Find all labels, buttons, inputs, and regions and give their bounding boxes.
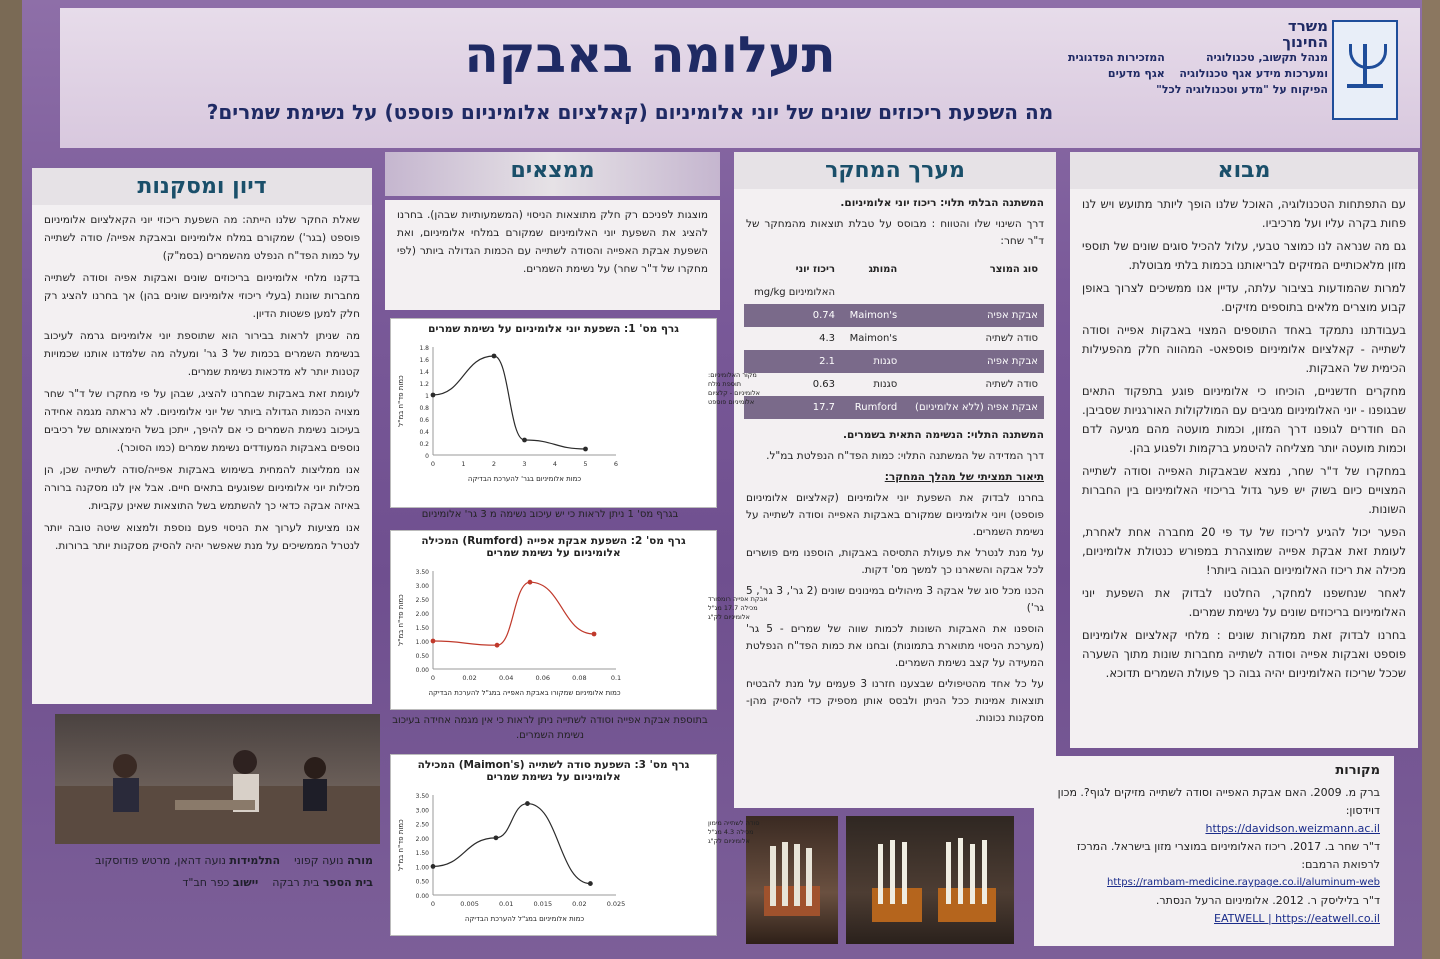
chart-2 <box>390 530 768 710</box>
y-tick-label: 0.50 <box>415 653 429 660</box>
findings-heading: ממצאים <box>510 158 595 183</box>
ministry-line-4: ומערכות מידע אגף טכנולוגיה <box>1179 67 1328 80</box>
discussion-heading: דיון ומסקנות <box>32 168 372 205</box>
independent-variable: המשתנה הבלתי תלוי: ריכוז יוני אלומיניום. <box>840 197 1044 209</box>
school-name: בית רבקה <box>272 876 320 889</box>
x-tick-label: 6 <box>613 460 619 468</box>
experiment-photo-1 <box>746 816 838 944</box>
poster-title: תעלומה באבקה <box>464 26 836 84</box>
y-tick-label: 0.8 <box>419 405 429 412</box>
x-axis-label: כמות אלומיניום שמקורו באבקת האפייה במג"ל להערכת הבדיקה <box>428 689 621 697</box>
references-heading: מקורות <box>1335 763 1380 778</box>
reference-link[interactable]: https://rambam-medicine.raypage.co.il/aluminum-web <box>1107 877 1380 888</box>
x-axis-label: כמות אלומיניום במג"ל להערכת הבדיקה <box>464 915 585 923</box>
aluminum-table <box>744 258 1044 419</box>
intro-paragraph: הפער יכול להגיע לריכוז של עד פי 20 מחברה אחת לאחרת, לעומת זאת אבקת אפייה שמוצהרת במפורש כנטולת אלומיניום, מכילה את ריכוז האלומיניום הגבוה ביותר! <box>1082 525 1406 577</box>
x-tick-label: 4 <box>552 460 558 468</box>
legend-label: מכילה 17.7 מג"ל <box>708 604 758 612</box>
discussion-paragraph: מה שניתן לראות בבירור הוא שתוספת יוני אלומיניום גרמה לעיכוב בנשימת השמרים בכמות של 3 גר' ומעלה מה שלמדנו אותנו שכמויות קטנות יותר לא מדכאות נשימת שמרים. <box>44 330 361 378</box>
legend-label: אלומיניום לק"ג <box>708 613 750 621</box>
table-row <box>744 350 1044 373</box>
x-tick-label: 0.06 <box>535 674 551 682</box>
table-header: סוג המוצר <box>989 264 1038 275</box>
chart-3 <box>390 754 760 936</box>
y-tick-label: 0.00 <box>415 893 429 900</box>
y-tick-label: 3.50 <box>415 793 429 800</box>
y-tick-label: 3.50 <box>415 569 429 576</box>
data-point <box>495 643 500 648</box>
range-text: דרך השינוי שלו והטווח : מבוסס על טבלת תוצאות מהמחקר של ד"ר שחר: <box>746 218 1044 247</box>
data-point <box>588 881 593 886</box>
data-point <box>583 447 588 452</box>
x-tick-label: 2 <box>491 460 497 468</box>
y-tick-label: 1.00 <box>415 639 429 646</box>
discussion-paragraph: בדקנו מלחי אלומיניום בריכוזים שונים ואבקות אפיה וסודה לשתייה מחברות שונות (בעלי ריכוזי אלומיניום שונים בהן) אך בחרנו להציג רק חלק למען פשטות הדיון. <box>44 272 360 320</box>
table-cell: 2.1 <box>744 350 841 373</box>
x-tick-label: 1 <box>461 460 466 468</box>
y-tick-label: 2.50 <box>415 597 429 604</box>
intro-paragraph: גם מה שנראה לנו כמוצר טבעי, עלול להכיל סוגים שונים של תוספי מזון מלאכותיים המזיקים לבריאותנו בכמות בלתי מבוטלת. <box>1082 239 1406 272</box>
table-unit: האלומיניום mg/kg <box>753 287 836 298</box>
intro-paragraph: למרות שהמודעות בציבור עלתה, עדיין אנו ממשיכים לצרוך באופן קבוע מוצרים מלאים בתוספים מזיקים. <box>1082 281 1406 314</box>
intro-panel <box>1070 152 1418 748</box>
intro-paragraph: בעבודתנו נתמקד באחד התוספים המצוי באבקות אפייה וסודה לשתייה - קאלציום אלומיניום פוספאט- המהווה חלק מהפעילות הכימית של האבקות. <box>1082 323 1406 375</box>
y-tick-label: 1.8 <box>419 345 429 352</box>
ministry-line-2: החינוך <box>1282 33 1328 51</box>
ministry-line-5: המזכירות הפדגוגית <box>1068 51 1165 64</box>
intro-paragraph: במחקרו של ד"ר שחר, נמצא שבאבקות האפייה וסודה לשתייה המצויים כיום בשוק יש פער גדול בריכוזי האלומיניום בין החברות השונות. <box>1082 464 1406 516</box>
table-cell: 0.74 <box>744 304 841 327</box>
data-point <box>492 354 497 359</box>
chart-1-caption: בגרף מס' 1 ניתן לראות כי יש עיכוב נשימה מ 3 גר' אלומיניום <box>421 509 679 520</box>
procedure-step: הוספנו את האבקות השונות לכמות שווה של שמרים - 5 גר' (מערכת הניסוי מתוארת בתמונות) ובחנו את כמות הפד"ח הנפלטת המעידה על קצב נשימת השמרים. <box>746 623 1044 669</box>
poster-subtitle: מה השפעת ריכוזים שונים של יוני אלומיניום (קאלציום אלומיניום פוספט) על נשימת שמרים? <box>206 100 1054 124</box>
y-axis-label: כמות פד"ח במ"ל <box>397 819 405 871</box>
intro-paragraph: מחקרים חדשניים, הוכיחו כי אלומיניום פוגע בתפקוד התאים שבגופנו - יוני האלומיניום מגיבים עם המולקולות האורגניות שסביבן. הם חודרים לגופנו דרך המזון, וכמות מועטה מהם מגיעה לדם וכמות מועטה יותר מצליחה להיטמע ברקמות ולפגוע בהן. <box>1082 384 1406 455</box>
discussion-paragraph: אנו ממליצות להמחית בשימוש באבקות אפייה/סודה לשתייה שכן, הן מכילות יוני אלומיניום שפוגעים בתאים חיים. אבל אין לנו מסקנה ברורה באיזה אבקה כדאי כך להשתמש בשל התוצאות שאינן עקביות. <box>44 464 360 512</box>
series-line <box>433 356 586 449</box>
table-cell: סודה לשתיה <box>903 327 1044 350</box>
legend-label: תוספת מלח <box>708 380 742 388</box>
ministry-line-3: מנהל תקשוב, טכנולוגיה <box>1205 51 1328 64</box>
findings-heading-box <box>385 152 720 196</box>
classroom-scene-icon <box>55 714 380 844</box>
credits-box <box>56 846 381 936</box>
chart-3-title: גרף מס' 3: השפעת סודה לשתייה (Maimon's) המכילה אלומיניום על נשימת שמרים <box>417 759 690 783</box>
x-tick-label: 0.005 <box>460 900 479 908</box>
legend-label: מקור האלומיניום: <box>708 371 757 379</box>
settlement-label: יישוב <box>232 876 259 889</box>
chart-2-title: גרף מס' 2: השפעת אבקת אפייה (Rumford) המכילה אלומיניום על נשימת שמרים <box>421 535 686 559</box>
legend-label: אבקת אפייה רומפורד <box>708 595 768 603</box>
y-tick-label: 1.4 <box>419 369 429 376</box>
discussion-paragraph: אנו מציעות לערוך את הניסוי פעם נוספת ולמצוא שיטה טובה יותר לנטרל הממשיכים על מנת שאפשר יהיה להסיק מסקנות יותר ברורות. <box>44 522 360 552</box>
ministry-block <box>1068 18 1328 98</box>
intro-paragraph: עם התפתחות הטכנולוגיה, האוכל שלנו הופך ליותר מתועש ויש לנו פחות בקרה עליו ועל מרכיביו. <box>1082 197 1406 230</box>
findings-intro: מוצגות לפניכם רק חלק מתוצאות הניסוי (המשמעותיות שבהן). בחרנו להציג את השפעת יוני האלומיניום שמקורם במלחי אלומיניום, ואת השפעת אבקת האפייה והסודה לשתייה עם הכמות הגדולה ביותר (לפי מחקרו של ד"ר שחר) על נשימת השמרים. <box>397 209 708 275</box>
state-emblem-icon <box>1332 20 1398 120</box>
teacher-label: מורה <box>347 854 373 867</box>
y-tick-label: 0.6 <box>419 417 429 424</box>
chart-1-title: גרף מס' 1: השפעת יוני אלומיניום על נשימת שמרים <box>428 323 679 335</box>
easel-frame-right <box>1422 0 1440 959</box>
table-cell: אבקת אפיה <box>903 350 1044 373</box>
x-tick-label: 0.02 <box>572 900 587 908</box>
y-tick-label: 3.00 <box>415 583 429 590</box>
y-tick-label: 0.00 <box>415 667 429 674</box>
table-row <box>744 396 1044 419</box>
table-header: המותג <box>868 264 898 275</box>
table-cell: סודה לשתיה <box>903 373 1044 396</box>
x-tick-label: 0.015 <box>533 900 553 908</box>
references-panel <box>1034 756 1394 946</box>
table-cell: Rumford <box>841 396 903 419</box>
poster-header <box>60 8 1420 148</box>
reference-item: ד"ר שחר ב. 2017. ריכוז האלומיניום במוצרי מזון בישראל. המרכז לרפואת הרמבם: <box>1076 840 1380 871</box>
y-axis-label: כמות פד"ח במ"ל <box>397 375 405 427</box>
legend-label: אלומיניום פוספט <box>708 398 755 406</box>
table-row <box>744 304 1044 327</box>
table-cell: Maimon's <box>841 327 903 350</box>
chart-2-svg <box>391 563 768 703</box>
setup-heading: מערך המחקר <box>734 152 1056 189</box>
chart-3-svg <box>391 787 760 929</box>
discussion-text <box>32 205 372 565</box>
students-photo <box>55 714 380 844</box>
x-tick-label: 5 <box>583 460 588 468</box>
teacher-name: נועה קפוני <box>294 854 344 867</box>
students-label: התלמידות <box>229 854 281 867</box>
y-tick-label: 0.4 <box>419 429 429 436</box>
intro-paragraph: בחרנו לבדוק זאת ממקורות שונים : מלחי קאלציום אלומיניום פוספט ואבקות אפייה וסודה לשתייה מחברות שונות מתוך השערה שככל שריכוז האלומיניום יהיה גבוה כך פעולת השמרים תדוכא. <box>1082 628 1406 680</box>
table-cell: אבקת אפיה <box>903 304 1044 327</box>
intro-heading: מבוא <box>1070 152 1418 189</box>
chart-1 <box>390 318 760 508</box>
x-tick-label: 0 <box>430 900 436 908</box>
table-row <box>744 373 1044 396</box>
table-cell: סגנות <box>841 373 903 396</box>
legend-label: סודה לשתייה מימון <box>708 819 760 827</box>
x-axis-label: כמות אלומיניום בגר' להערכת הבדיקה <box>467 475 582 483</box>
y-tick-label: 1.50 <box>415 850 429 858</box>
data-point <box>431 864 436 869</box>
table-cell: 17.7 <box>744 396 841 419</box>
legend-label: אלומיניום - קלציום <box>708 389 760 397</box>
y-tick-label: 3.00 <box>415 807 429 815</box>
x-tick-label: 0.025 <box>606 900 626 908</box>
y-tick-label: 0.2 <box>419 441 429 448</box>
x-tick-label: 0.04 <box>498 674 514 682</box>
x-tick-label: 0.1 <box>610 674 622 682</box>
table-row <box>744 327 1044 350</box>
data-point <box>431 393 436 398</box>
x-tick-label: 0.01 <box>498 900 514 908</box>
data-point <box>522 438 527 443</box>
x-tick-label: 0.02 <box>462 674 477 682</box>
test-tubes-icon <box>746 816 838 944</box>
x-tick-label: 0 <box>430 460 436 468</box>
y-tick-label: 2.00 <box>415 611 429 618</box>
table-cell: Maimon's <box>841 304 903 327</box>
students-names: נועה דהאן, מרטש פודוסקוב <box>95 854 226 867</box>
measure-text: דרך המדידה של המשתנה התלוי: כמות הפד"ח הנפלטת במ"ל. <box>766 450 1044 462</box>
data-point <box>494 835 499 840</box>
table-cell: אבקת אפיה (ללא אלומיניום) <box>903 396 1044 419</box>
ministry-line-1: משרד <box>1287 17 1328 35</box>
data-point <box>431 639 436 644</box>
setup-panel <box>734 152 1056 808</box>
intro-paragraph: לאחר שנחשפנו למחקר, החלטנו לבדוק את השפעת יוני האלומיניום בריכוזים שונים על נשימת שמרים. <box>1082 586 1406 619</box>
x-tick-label: 3 <box>522 460 527 468</box>
reference-item: ד"ר בליליסק ר. 2012. אלומיניום הרעל הנסתר. <box>1155 894 1380 907</box>
series-line <box>433 804 590 884</box>
y-tick-label: 1.50 <box>415 625 429 632</box>
test-tubes-rack-icon <box>846 816 1014 944</box>
dependent-variable: המשתנה התלוי: הנשימה התאית בשמרים. <box>843 429 1044 441</box>
discussion-paragraph: שאלת החקר שלנו הייתה: מה השפעת ריכוזי יוני הקאלציום אלומיניום פוספט (בגר') שמקורם במלח אלומיניום ובאבקת אפייה/ סודה לשתייה על כמות הפד"ח הנפלט מהשמרים (בסמ"ק) <box>44 214 360 262</box>
school-label: בית הספר <box>322 876 373 889</box>
reference-item: ברק מ. 2009. האם אבקת האפייה וסודה לשתייה מזיקים לגוף?. מכון דוידסון: <box>1057 786 1380 817</box>
findings-intro-box <box>385 200 720 310</box>
y-axis-label: כמות פד"ח במ"ל <box>397 594 405 646</box>
easel-frame-left <box>0 0 22 959</box>
chart-2-caption: בתוספת אבקת אפייה וסודה לשתייה ניתן לראות כי אין מגמה אחידה בעיכוב נשימת השמרים. <box>392 715 708 741</box>
settlement-name: כפר חב"ד <box>182 876 230 889</box>
table-cell: סגנות <box>841 350 903 373</box>
intro-text <box>1070 189 1418 693</box>
data-point <box>525 801 530 806</box>
setup-text <box>734 189 1056 737</box>
y-tick-label: 1.6 <box>419 357 429 364</box>
reference-link[interactable]: https://davidson.weizmann.ac.il <box>1205 822 1380 835</box>
legend-label: אלומיניום לק"ג <box>708 837 750 845</box>
x-tick-label: 0.08 <box>572 674 587 682</box>
discussion-paragraph: לעומת זאת באבקות שבחרנו להציג, שבהן על פי מחקרו של ד"ר שחר מצויה הכמות הגדולה ביותר של יוני אלומיניום. לא נראתה מגמה אחידה בעיכוב נשימת השמרים כי אם להיפך, ייתכן בשל הימצאותם של רכיבים נוספים באבקות המעודדים נשימת שמרים (כמו הסוכר). <box>44 388 360 454</box>
y-tick-label: 1.2 <box>419 381 429 388</box>
discussion-panel <box>32 168 372 704</box>
table-cell: 4.3 <box>744 327 841 350</box>
data-point <box>528 580 533 585</box>
procedure-step: הכנו מכל סוג של אבקה 3 מיהולים במינונים שונים (2 גר', 3 גר', 5 גר') <box>746 585 1045 614</box>
ministry-line-6: אגף מדעים <box>1107 67 1165 80</box>
table-cell: 0.63 <box>744 373 841 396</box>
reference-link[interactable]: EATWELL | https://eatwell.co.il <box>1214 912 1380 925</box>
y-tick-label: 0.50 <box>415 878 429 886</box>
data-point <box>592 632 597 637</box>
y-tick-label: 0 <box>425 453 429 460</box>
table-header: ריכוז יוני <box>795 264 836 275</box>
procedure-step: על מנת לנטרל את פעולת התסיסה באבקות, הוספנו מים פושרים לכל אבקה והשארנו כך למשך מס' דקות. <box>746 547 1044 576</box>
y-tick-label: 2.00 <box>415 835 429 843</box>
procedure-title: תיאור תמציתי של מהלך המחקר: <box>884 471 1044 483</box>
series-line <box>433 582 594 645</box>
procedure-step: על כל אחד מהטיפולים שבצענו חזרנו 3 פעמים על מנת להבטיח תוצאות אמינות ככל הניתן ולבסס אותן מספיק כדי להסיק מהן- מסקנות נכונות. <box>746 678 1044 724</box>
legend-label: מכילה 4.3 מג"ל <box>708 828 754 836</box>
procedure-step: בחרנו לבדוק את השפעת יוני אלומיניום (קאלציום אלומיניום פוספט) ויוני אלומיניום שמקורם באבקות האפייה וסודה לשתייה על נשימת השמרים. <box>746 492 1044 538</box>
chart-1-svg <box>391 339 760 489</box>
y-tick-label: 2.50 <box>415 821 429 829</box>
y-tick-label: 1 <box>425 393 429 400</box>
ministry-line-7: הפיקוח על "מדע וטכנולוגיה לכל" <box>1156 83 1328 96</box>
y-tick-label: 1.00 <box>415 864 429 872</box>
x-tick-label: 0 <box>430 674 436 682</box>
experiment-photo-2 <box>846 816 1014 944</box>
